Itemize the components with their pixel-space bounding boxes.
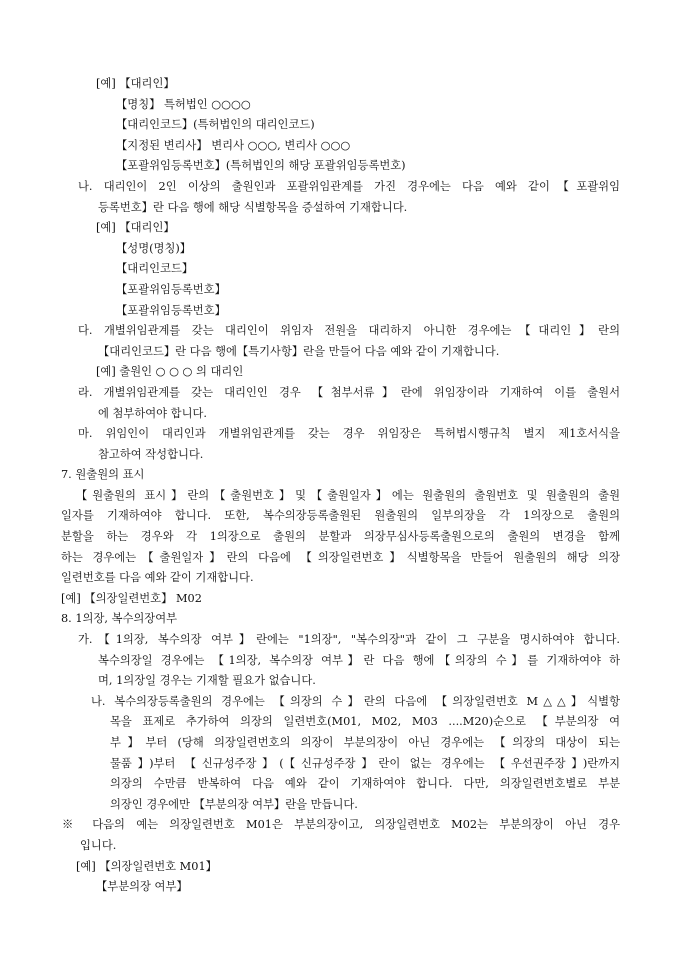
text-line: 8. 1의장, 복수의장여부 [61, 612, 178, 626]
text-line: 【포괄위임등록번호】 [116, 303, 226, 317]
text-line: ※ 다음의 예는 의장일련번호 M01은 부분의장이고, 의장일련번호 M02는 부분의장이 아닌 경우 [62, 818, 620, 832]
text-line: 【원출원의 표시】란의【출원번호】및【출원일자】에는 원출원의 출원번호 및 원출원의 출원 [76, 488, 620, 502]
text-line: [예] 【의장일련번호】 M02 [61, 591, 202, 605]
text-line: 의장의 수만큼 반복하여 다음 예와 같이 기재하여야 합니다. 다만, 의장일련번호별로 부분 [110, 777, 620, 791]
text-line: 다. 개별위임관계를 갖는 대리인이 위임자 전원을 대리하지 아니한 경우에는【대리인】란의 [78, 324, 620, 338]
text-line: 【성명(명칭)】 [116, 241, 192, 255]
text-line: 에 첨부하여야 합니다. [98, 406, 207, 420]
text-line: 등록번호】란 다음 행에 해당 식별항목을 증설하여 기재합니다. [98, 200, 408, 214]
text-line: 일련번호를 다음 예와 같이 기재합니다. [61, 571, 254, 585]
text-line: 【포괄위임등록번호】 [116, 282, 226, 296]
text-line: 【명칭】 특허법인 ○○○○ [116, 97, 251, 111]
text-line: [예] 【대리인】 [96, 221, 175, 235]
text-line: 입니다. [80, 838, 117, 852]
text-line: 하는 경우에는【출원일자】란의 다음에 【의장일련번호】식별항목을 만들어 원출원의 해당 의장 [61, 550, 620, 564]
text-line: 【대리인코드】란 다음 행에【특기사항】란을 만들어 다음 예와 같이 기재합니다. [98, 344, 500, 358]
text-line: 7. 원출원의 표시 [61, 468, 145, 482]
text-line: 물품】)부터 【신규성주장】(【신규성주장】란이 없는 경우에는 【우선권주장】)란까지 [110, 756, 620, 770]
text-line: [예] 출원인 ○ ○ ○ 의 대리인 [96, 365, 244, 379]
text-line: 의장인 경우에만 【부분의장 여부】란을 만듭니다. [110, 797, 358, 811]
text-line: [예] 【의장일련번호 M01】 [76, 859, 217, 873]
text-line: 【포괄위임등록번호】(특허법인의 해당 포괄위임등록번호) [116, 159, 406, 173]
text-line: 참고하여 작성합니다. [98, 447, 204, 461]
text-line: 일자를 기재하여야 합니다. 또한, 복수의장등록출원된 원출원의 일부의장을 각 1의장으로 출원의 [61, 509, 620, 523]
text-line: 【부분의장 여부】 [96, 880, 188, 894]
document-body [0, 74, 680, 898]
text-line: 【지정된 변리사】 변리사 ○○○, 변리사 ○○○ [116, 138, 351, 152]
text-line: 목을 표제로 추가하여 의장의 일련번호(M01, M02, M03 ....M20)순으로 【부분의장 여 [110, 715, 620, 729]
text-line: 며, 1의장일 경우는 기재할 필요가 없습니다. [98, 674, 316, 688]
text-line: 라. 개별위임관계를 갖는 대리인인 경우 【첨부서류】란에 위임장이라 기재하여 이를 출원서 [78, 385, 620, 399]
text-line: 마. 위임인이 대리인과 개별위임관계를 갖는 경우 위임장은 특허법시행규칙 별지 제1호서식을 [78, 427, 620, 441]
text-line: 부】부터 (당해 의장일련번호의 의장이 부분의장이 아닌 경우에는 【의장의 대상이 되는 [110, 736, 620, 749]
text-line: 가.【1의장, 복수의장 여부】란에는 "1의장", "복수의장"과 같이 그 구분을 명시하여야 합니다. [78, 633, 620, 647]
text-line: 나. 복수의장등록출원의 경우에는 【의장의 수】란의 다음에 【의장일련번호 M△△】식별항 [91, 694, 620, 708]
text-line: 복수의장일 경우에는 【1의장, 복수의장 여부】란 다음 행에【의장의 수】를 기재하여야 하 [98, 653, 620, 667]
text-line: 분할을 하는 경우와 각 1의장으로 출원의 분할과 의장무심사등록출원으로의 출원의 변경을 함께 [61, 530, 620, 544]
text-line: 【대리인코드】 [116, 262, 194, 276]
text-line: 【대리인코드】(특허법인의 대리인코드) [116, 118, 315, 132]
text-line: 나. 대리인이 2인 이상의 출원인과 포괄위임관계를 가진 경우에는 다음 예와 같이【포괄위임 [78, 179, 620, 193]
text-line: [예] 【대리인】 [96, 77, 175, 90]
